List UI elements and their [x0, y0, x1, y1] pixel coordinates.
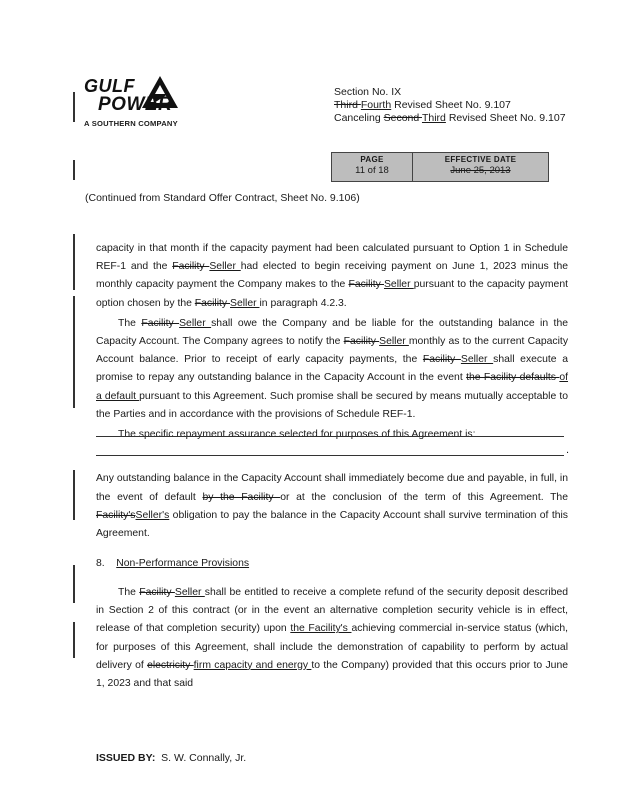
struck-text: Facility — [194, 297, 231, 309]
body-text — [96, 240, 568, 444]
blank-period: . — [566, 444, 570, 456]
revised-suffix: Revised Sheet No. 9.107 — [391, 99, 511, 111]
paragraph-outstanding-balance — [96, 460, 568, 554]
text: The — [118, 317, 142, 329]
text: in paragraph 4.2.3. — [259, 297, 347, 309]
company-logo — [84, 74, 204, 134]
section-number: Section No. IX — [334, 86, 402, 98]
text: or at the conclusion of the term of this Agreement. The — [280, 491, 568, 503]
logo-text-gulf: GULF — [84, 76, 135, 96]
logo-subline: A SOUTHERN COMPANY — [84, 119, 178, 128]
struck-text: Third — [334, 99, 361, 111]
change-bar — [73, 234, 75, 290]
canceling-sheet — [334, 112, 566, 125]
paragraph-assurance: The specific repayment assurance selected for purposes of this Agreement is: — [118, 429, 476, 441]
page-value: 11 of 18 — [355, 165, 389, 176]
revised-sheet — [334, 99, 566, 112]
text: Any outstanding balance in the Capacity Account shall immediately become due and payable, in full, in the event of default — [96, 473, 568, 503]
section-8-heading — [96, 555, 568, 573]
issued-by-label: ISSUED BY: — [96, 752, 156, 764]
text: The — [118, 586, 140, 598]
section-8-title: Non-Performance Provisions — [116, 558, 250, 570]
struck-text: Facility's — [96, 509, 136, 521]
section-8-number: 8. — [96, 558, 105, 570]
struck-text: Facility — [343, 336, 380, 348]
change-bar — [73, 622, 75, 658]
text: achieving commercial in-service status (which, for purposes of this Agreement, shall include the demonstration of capability to perform by actual delivery of — [96, 623, 568, 671]
inserted-text: Seller — [383, 279, 414, 291]
inserted-text: Seller's — [135, 509, 170, 521]
paragraph-liability — [96, 315, 568, 424]
inserted-text: of a default — [96, 372, 569, 402]
issued-by-name: S. W. Connally, Jr. — [161, 752, 247, 764]
struck-text: Second — [383, 112, 422, 124]
struck-text: electricity — [147, 659, 194, 671]
logo-text-power: POWER — [98, 94, 173, 115]
change-bar — [73, 296, 75, 408]
text: shall owe the Company and be liable for the outstanding balance in the Capacity Account. The Company agrees to notify the — [96, 317, 569, 348]
struck-text: Facility — [172, 261, 210, 273]
section-8 — [96, 545, 568, 704]
change-bar — [73, 565, 75, 603]
change-bar — [73, 470, 75, 520]
effective-date-value: June 25, 2013 — [450, 165, 511, 176]
struck-text: Facility — [422, 354, 461, 366]
inserted-text: Seller — [379, 336, 409, 348]
page-info-box — [331, 152, 549, 182]
struck-text: by the Facility — [202, 491, 281, 503]
inserted-text: Seller — [179, 317, 212, 329]
canceling-prefix: Canceling — [334, 112, 384, 124]
struck-text: Facility — [141, 317, 180, 329]
inserted-text: Seller — [209, 261, 241, 273]
page-cell — [332, 153, 413, 181]
struck-text: the Facility defaults — [466, 372, 560, 384]
text: had elected to begin receiving payment on June 1, 2023 minus the monthly capacity payment the Company makes to the — [96, 261, 568, 291]
inserted-text: firm capacity and energy — [193, 659, 312, 671]
effective-date-label: EFFECTIVE DATE — [444, 155, 517, 164]
canceling-suffix: Revised Sheet No. 9.107 — [445, 112, 566, 124]
effective-date-cell — [413, 153, 548, 181]
blank-line — [96, 436, 564, 437]
section-header — [334, 86, 566, 125]
struck-text: Facility — [139, 586, 175, 598]
paragraph-capacity — [96, 240, 568, 313]
inserted-text: Seller — [460, 354, 494, 366]
struck-text: Facility — [348, 279, 384, 291]
text: shall execute a promise to repay any outstanding balance in the Capacity Account in the event — [96, 354, 569, 384]
blank-line — [96, 455, 564, 456]
inserted-text: Seller — [174, 586, 205, 598]
text: pursuant to this Agreement. Such promise shall be secured by means mutually acceptable to the Parties and in accordance with the provisions of Schedule REF-1. — [96, 390, 569, 420]
text: obligation to pay the balance in the Capacity Account shall survive termination of this Agreement. — [96, 509, 568, 539]
change-bar — [73, 92, 75, 122]
inserted-text: Third — [421, 112, 446, 124]
page-label: PAGE — [360, 155, 384, 164]
text: to the Company) provided that this occurs prior to June 1, 2023 and that said — [96, 659, 569, 689]
issued-by — [96, 752, 246, 764]
inserted-text: the Facility's — [290, 623, 352, 635]
change-bar — [73, 160, 75, 180]
text: shall be entitled to receive a complete refund of the security deposit described in Section 2 of this contract (or in the event an alternative completion security vehicle is in effect, release of that completion security) upon — [96, 586, 569, 635]
text: capacity in that month if the capacity payment had been calculated pursuant to Option 1 in Schedule REF-1 and the — [96, 243, 568, 273]
continued-note: (Continued from Standard Offer Contract, Sheet No. 9.106) — [85, 192, 360, 204]
inserted-text: Fourth — [360, 99, 392, 111]
paragraph-refund — [96, 584, 568, 693]
inserted-text: Seller — [230, 297, 260, 309]
text: pursuant to the capacity payment option chosen by the — [96, 279, 568, 309]
text: monthly as to the current Capacity Account balance. Prior to receipt of early capacity payments, the — [96, 336, 569, 366]
